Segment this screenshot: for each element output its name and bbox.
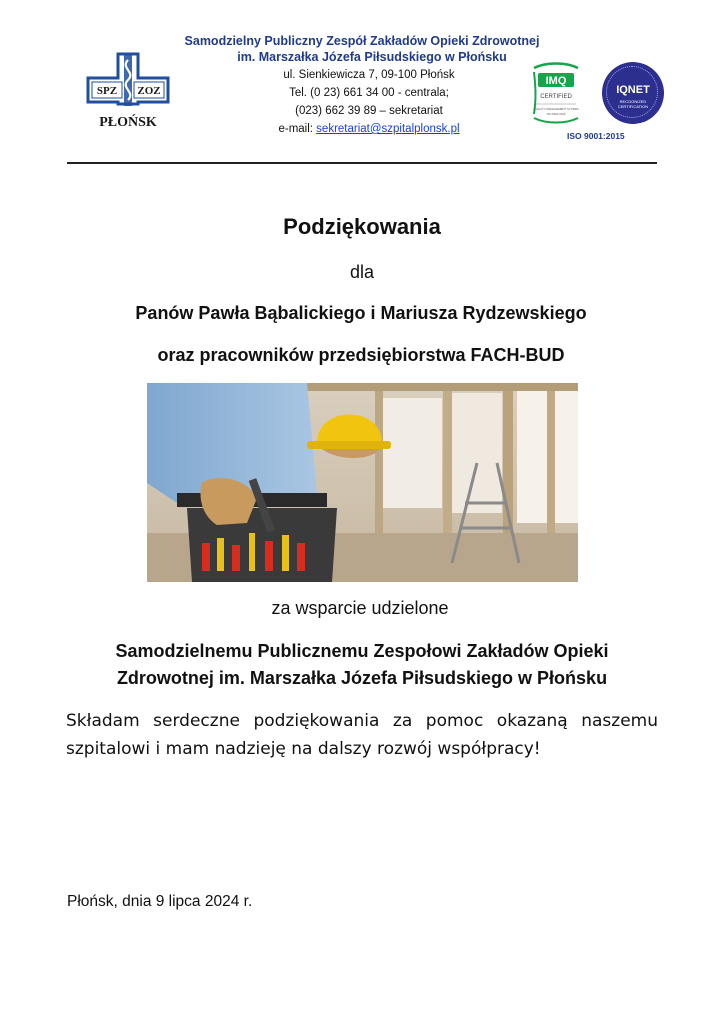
logo-spz: SPZ bbox=[96, 85, 118, 97]
support-line: za wsparcie udzielone bbox=[271, 598, 449, 618]
iqnet-sub bbox=[602, 99, 664, 109]
address-line: ul. Sienkiewicza 7, 09-100 Płońsk bbox=[283, 69, 455, 81]
iqnet-mark bbox=[602, 62, 664, 124]
iqnet-sub2: CERTIFICATION bbox=[617, 104, 649, 109]
phone-line-2: (023) 662 39 89 – sekretariat bbox=[295, 105, 443, 117]
thanks-paragraph: Składam serdeczne podziękowania za pomoc okazaną naszemu szpitalowi i mam nadzieję na dalszy rozwój współpracy! bbox=[66, 711, 658, 759]
email-label: e-mail: bbox=[278, 123, 317, 135]
for-label: dla bbox=[349, 262, 375, 282]
logo-city: PŁOŃSK bbox=[99, 115, 157, 130]
logo-zoz: ZOZ bbox=[137, 85, 161, 97]
email-link[interactable]: sekretariat@szpitalplonsk.pl bbox=[316, 123, 460, 135]
company-line: oraz pracowników przedsiębiorstwa FACH-BUD bbox=[157, 345, 565, 365]
place-date: Płońsk, dnia 9 lipca 2024 r. bbox=[67, 893, 253, 910]
imq-label: IMQ bbox=[545, 75, 567, 87]
iqnet-sub1: RECOGNIZED bbox=[619, 99, 647, 104]
phone-line-1: Tel. (0 23) 661 34 00 - centrala; bbox=[289, 87, 449, 99]
construction-worker-photo bbox=[147, 383, 578, 582]
org-name-line1: Samodzielny Publiczny Zespół Zakładów Opieki Zdrowotnej bbox=[184, 34, 540, 48]
imq-certified-mark bbox=[526, 60, 586, 126]
imq-certified: CERTIFIED bbox=[540, 94, 572, 100]
page-title: Podziękowania bbox=[283, 214, 441, 239]
recipient-org-line1: Samodzielnemu Publicznemu Zespołowi Zakładów Opieki bbox=[115, 641, 609, 661]
org-name-line2: im. Marszałka Józefa Piłsudskiego w Płońsku bbox=[237, 50, 507, 64]
header-divider bbox=[67, 162, 657, 164]
iso-label: ISO 9001:2015 bbox=[567, 131, 625, 141]
hospital-logo bbox=[86, 52, 170, 132]
email-line bbox=[255, 120, 483, 138]
recipients-line: Panów Pawła Bąbalickiego i Mariusza Rydzewskiego bbox=[135, 303, 587, 323]
recipient-organization bbox=[62, 638, 662, 692]
imq-small-text-2: ISO 9001:2015 bbox=[546, 112, 566, 116]
recipient-org-line2: Zdrowotnej im. Marszałka Józefa Piłsudskiego w Płońsku bbox=[116, 668, 608, 688]
iqnet-label: IQNET bbox=[616, 84, 650, 96]
imq-small-text: QUALITY MANAGEMENT SYSTEM bbox=[533, 107, 579, 111]
